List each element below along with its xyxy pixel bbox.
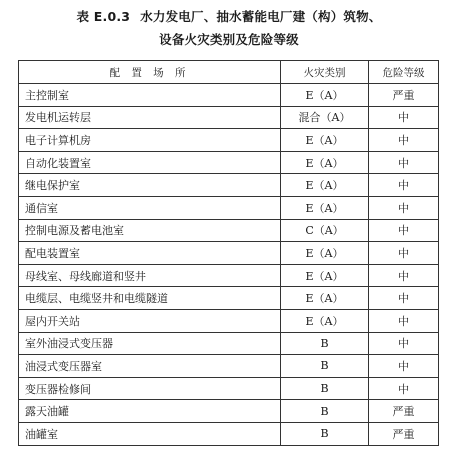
table-row: [19, 264, 439, 287]
cell-hazard-level: 中: [369, 106, 439, 129]
cell-location: 油罐室: [19, 422, 281, 445]
cell-fire-class: E（A）: [281, 309, 369, 332]
cell-hazard-level: 严重: [369, 422, 439, 445]
cell-location: 变压器检修间: [19, 377, 281, 400]
cell-hazard-level: 中: [369, 129, 439, 152]
table-row: [19, 332, 439, 355]
cell-fire-class: E（A）: [281, 84, 369, 107]
header-row: [19, 61, 439, 84]
cell-location: 电子计算机房: [19, 129, 281, 152]
cell-location: 屋内开关站: [19, 309, 281, 332]
cell-location: 室外油浸式变压器: [19, 332, 281, 355]
column-header-location: 配 置 场 所: [19, 61, 281, 84]
table-row: [19, 84, 439, 107]
table-number: 表 E.0.3: [76, 9, 131, 24]
cell-location: 油浸式变压器室: [19, 355, 281, 378]
table-row: [19, 219, 439, 242]
cell-location: 通信室: [19, 196, 281, 219]
cell-fire-class: B: [281, 377, 369, 400]
cell-hazard-level: 严重: [369, 400, 439, 423]
cell-fire-class: 混合（A）: [281, 106, 369, 129]
cell-location: 发电机运转层: [19, 106, 281, 129]
cell-fire-class: E（A）: [281, 287, 369, 310]
cell-hazard-level: 中: [369, 151, 439, 174]
cell-fire-class: E（A）: [281, 196, 369, 219]
table-title-text-1: 水力发电厂、抽水蓄能电厂建（构）筑物、: [140, 9, 382, 24]
table-row: [19, 129, 439, 152]
fire-hazard-table: [18, 60, 439, 446]
table-row: [19, 174, 439, 197]
table-row: [19, 400, 439, 423]
cell-fire-class: E（A）: [281, 129, 369, 152]
table-row: [19, 106, 439, 129]
cell-hazard-level: 中: [369, 332, 439, 355]
cell-hazard-level: 中: [369, 196, 439, 219]
cell-hazard-level: 中: [369, 174, 439, 197]
table-row: [19, 355, 439, 378]
table-row: [19, 309, 439, 332]
table-row: [19, 377, 439, 400]
table-title-line-2: 设备火灾类别及危险等级: [159, 32, 299, 47]
column-header-fire-class: 火灾类别: [281, 61, 369, 84]
cell-location: 自动化装置室: [19, 151, 281, 174]
cell-fire-class: E（A）: [281, 242, 369, 265]
cell-hazard-level: 中: [369, 377, 439, 400]
table-title-line-1: [0, 9, 458, 25]
cell-location: 电缆层、电缆竖井和电缆隧道: [19, 287, 281, 310]
cell-hazard-level: 中: [369, 355, 439, 378]
cell-hazard-level: 中: [369, 287, 439, 310]
cell-fire-class: B: [281, 332, 369, 355]
table-row: [19, 287, 439, 310]
cell-fire-class: E（A）: [281, 174, 369, 197]
cell-hazard-level: 中: [369, 242, 439, 265]
table-row: [19, 196, 439, 219]
cell-fire-class: E（A）: [281, 151, 369, 174]
cell-hazard-level: 严重: [369, 84, 439, 107]
cell-hazard-level: 中: [369, 309, 439, 332]
cell-fire-class: B: [281, 422, 369, 445]
cell-location: 主控制室: [19, 84, 281, 107]
cell-location: 继电保护室: [19, 174, 281, 197]
cell-location: 控制电源及蓄电池室: [19, 219, 281, 242]
table-row: [19, 242, 439, 265]
cell-hazard-level: 中: [369, 264, 439, 287]
cell-fire-class: E（A）: [281, 264, 369, 287]
cell-hazard-level: 中: [369, 219, 439, 242]
cell-fire-class: B: [281, 400, 369, 423]
table-row: [19, 151, 439, 174]
column-header-hazard-level: 危险等级: [369, 61, 439, 84]
cell-fire-class: B: [281, 355, 369, 378]
table-body: [19, 84, 439, 446]
table-header: [19, 61, 439, 84]
cell-location: 露天油罐: [19, 400, 281, 423]
cell-fire-class: C（A）: [281, 219, 369, 242]
cell-location: 配电装置室: [19, 242, 281, 265]
cell-location: 母线室、母线廊道和竖井: [19, 264, 281, 287]
table-row: [19, 422, 439, 445]
